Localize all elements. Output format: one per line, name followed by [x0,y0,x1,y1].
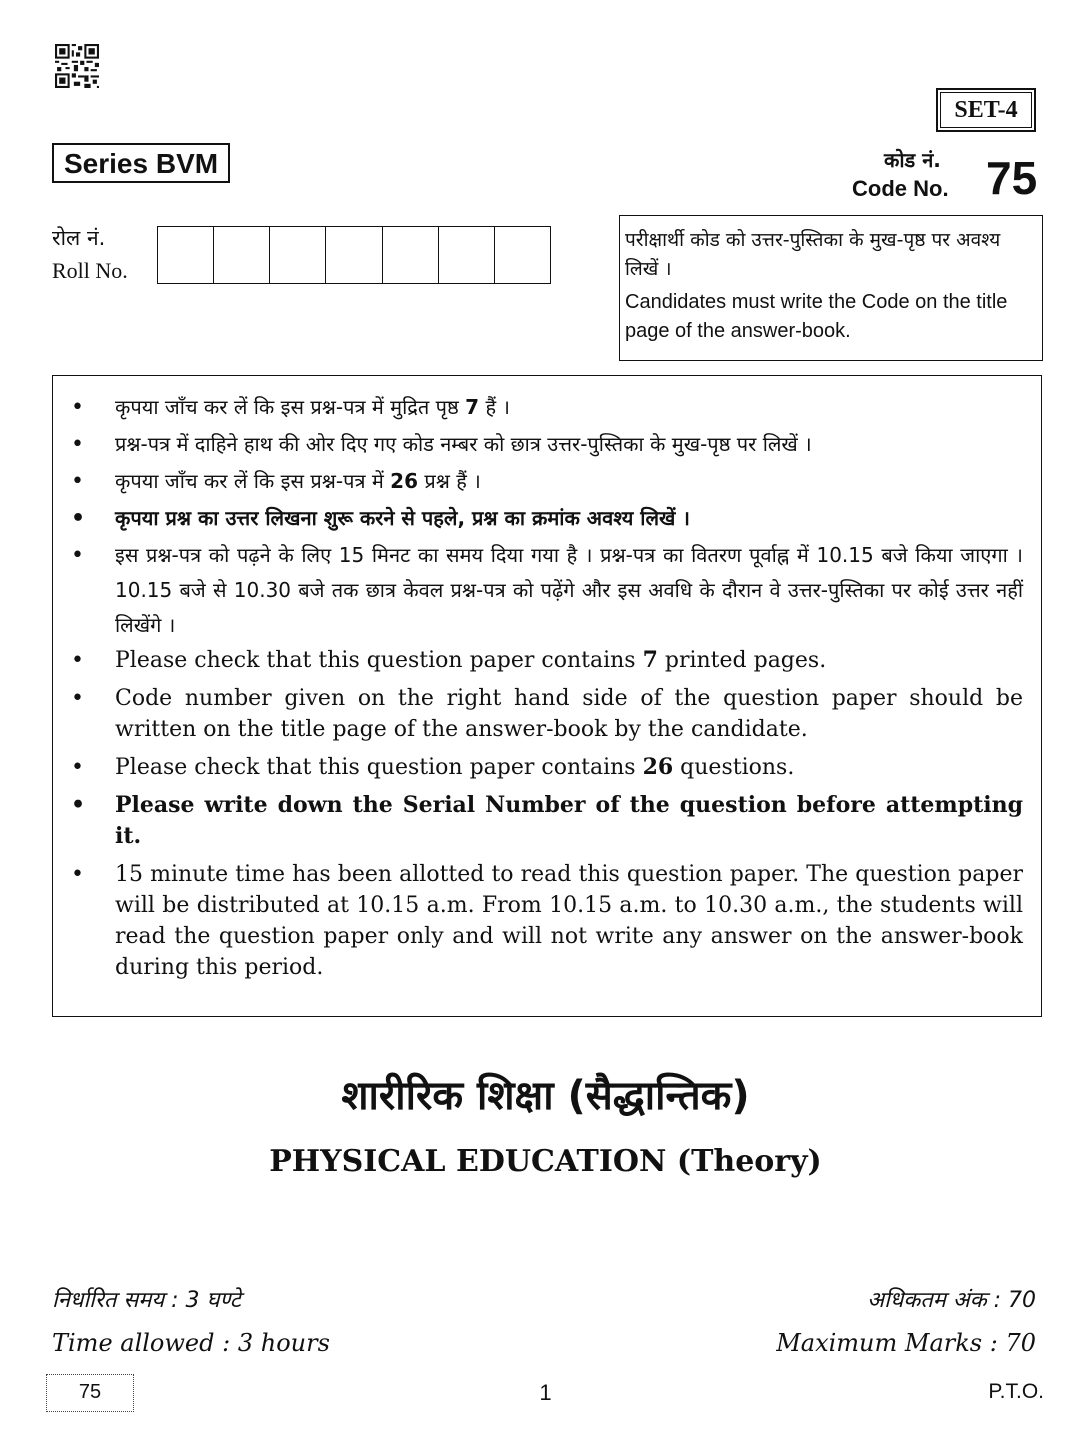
roll-digit-box[interactable] [495,227,550,283]
code-label-hindi: कोड नं. [884,148,941,172]
time-allowed-hindi: निर्धारित समय : 3 घण्टे [52,1288,241,1313]
code-number: 75 [986,152,1038,204]
roll-digit-box[interactable] [383,227,439,283]
instruction-item: • कृपया प्रश्न का उत्तर लिखना शुरू करने से पहले, प्रश्न का क्रमांक अवश्य लिखें । [65,501,1023,536]
instruction-item: • 15 minute time has been allotted to read this question paper. The question paper will be distributed at 10.15 a.m. From 10.15 a.m. to 10.30 a.m., the students will read the question paper only and will not write any answer on the answer-book during this period. [65,859,1023,983]
instruction-item: • Please check that this question paper contains 7 printed pages. [65,645,1023,676]
set-badge [936,88,1036,132]
candidate-note: Candidates must write the Code on the title page of the answer-book. [625,291,1008,342]
instruction-item: • कृपया जाँच कर लें कि इस प्रश्न-पत्र में मुद्रित पृष्ठ 7 हैं । [65,390,1023,425]
max-marks: Maximum Marks : 70 [776,1329,1036,1357]
subject-title: PHYSICAL EDUCATION (Theory) [269,1144,822,1179]
instruction-item: • प्रश्न-पत्र में दाहिने हाथ की ओर दिए गए कोड नम्बर को छात्र उत्तर-पुस्तिका के मुख-पृष्ठ पर लिखें । [65,427,1023,462]
roll-digit-box[interactable] [214,227,270,283]
instructions-list [65,390,1023,983]
roll-number-boxes[interactable] [157,226,551,284]
qr-code-icon [55,44,99,88]
code-label: Code No. [852,176,949,201]
max-marks-hindi: अधिकतम अंक : 70 [867,1288,1036,1313]
set-label: SET-4 [940,92,1032,128]
roll-digit-box[interactable] [439,227,495,283]
time-allowed: Time allowed : 3 hours [52,1329,330,1357]
candidate-note-box [619,215,1043,361]
roll-digit-box[interactable] [270,227,326,283]
instruction-item: • कृपया जाँच कर लें कि इस प्रश्न-पत्र में 26 प्रश्न हैं । [65,464,1023,499]
instruction-item: • इस प्रश्न-पत्र को पढ़ने के लिए 15 मिनट का समय दिया गया है । प्रश्न-पत्र का वितरण पूर्वाह्न में 10.15 बजे किया जाएगा । 10.15 बजे से 10.30 बजे तक छात्र केवल प्रश्न-पत्र को पढ़ेंगे और इस अवधि के दौरान वे उत्तर-पुस्तिका पर कोई उत्तर नहीं लिखेंगे । [65,538,1023,643]
roll-digit-box[interactable] [158,227,214,283]
instruction-item: • Code number given on the right hand side of the question paper should be written on the title page of the answer-book by the candidate. [65,683,1023,745]
page-number: 1 [539,1380,552,1405]
instructions-box [52,375,1042,1017]
pto-label: P.T.O. [988,1380,1044,1403]
footer-code: 75 [46,1374,134,1412]
series-label: Series BVM [52,143,230,183]
roll-digit-box[interactable] [326,227,382,283]
candidate-note-hindi: परीक्षार्थी कोड को उत्तर-पुस्तिका के मुख-पृष्ठ पर अवश्य लिखें । [625,229,1001,280]
roll-label: Roll No. [52,258,128,283]
subject-title-hindi: शारीरिक शिक्षा (सैद्धान्तिक) [341,1073,750,1119]
instruction-item: • Please check that this question paper contains 26 questions. [65,752,1023,783]
roll-label-hindi: रोल नं. [52,226,106,250]
instruction-item: • Please write down the Serial Number of the question before attempting it. [65,790,1023,852]
